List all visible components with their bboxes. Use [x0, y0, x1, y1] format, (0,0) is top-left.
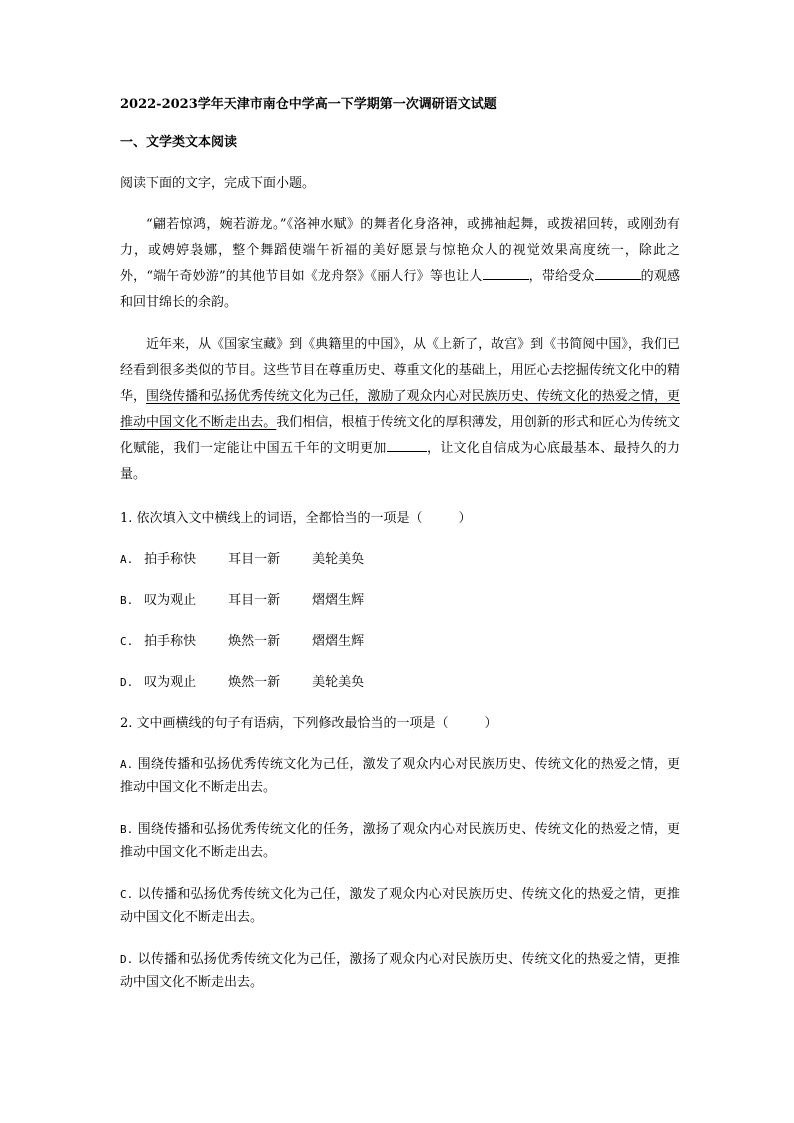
option-letter: B.	[120, 594, 134, 607]
section-heading: 一、文学类文本阅读	[120, 135, 238, 150]
option-letter: D.	[120, 953, 134, 966]
passage-text: 我们相信，根植于传统文化的厚积薄发，用创新的形式和匠心为传统文化赋能，我们一定能让中国五千年的文明更加	[120, 415, 680, 456]
option-word: 熠熠生辉	[312, 593, 365, 608]
question-1-option-c[interactable]	[120, 632, 680, 652]
exam-page	[120, 95, 680, 994]
reading-instruction: 阅读下面的文字，完成下面小题。	[120, 176, 316, 191]
question-1-option-a[interactable]	[120, 550, 680, 570]
option-word: 耳目一新	[228, 552, 281, 567]
passage-text: 的观感和回甘绵长的余韵。	[120, 269, 680, 310]
option-word: 叹为观止	[144, 593, 197, 608]
passage-text: ，带给受众	[528, 269, 595, 284]
question-2-option-d[interactable]	[120, 948, 680, 994]
option-word: 美轮美奂	[312, 552, 365, 567]
option-word: 美轮美奂	[312, 675, 365, 690]
option-text: 以传播和弘扬优秀传统文化为己任，激扬了观众内心对民族历史、传统文化的热爱之情，更推动中国文化不断走出去。	[120, 952, 680, 990]
option-letter: C.	[120, 888, 134, 901]
passage-text: 近年来，从《国家宝藏》到《典籍里的中国》，从《上新了，故宫》到《书简阅中国》，我们已经看到很多类似的节目。这些节目在尊重历史、尊重文化的基础上，用匠心去挖掘传统文化中的精华，	[120, 337, 680, 404]
option-letter: C.	[120, 635, 134, 648]
option-letter: B.	[120, 823, 134, 836]
underlined-sentence: 围绕传播和弘扬优秀传统文化为己任，激励了观众内心对民族历史、传统文化的热爱之情，更推动中国文化不断走出去。	[120, 389, 680, 430]
question-2-option-c[interactable]	[120, 883, 680, 929]
option-letter: D.	[120, 676, 134, 689]
passage-paragraph-1	[120, 212, 680, 316]
passage-paragraph-2	[120, 332, 680, 488]
option-word: 焕然一新	[228, 634, 281, 649]
option-word: 叹为观止	[144, 675, 197, 690]
fill-blank-2	[595, 265, 641, 280]
question-1-option-b[interactable]	[120, 591, 680, 611]
fill-blank-1	[483, 265, 529, 280]
option-text: 围绕传播和弘扬优秀传统文化的任务，激扬了观众内心对民族历史、传统文化的热爱之情，更推动中国文化不断走出去。	[120, 822, 680, 860]
option-word: 拍手称快	[144, 634, 197, 649]
option-text: 以传播和弘扬优秀传统文化为己任，激发了观众内心对民族历史、传统文化的热爱之情，更推动中国文化不断走出去。	[120, 887, 680, 925]
option-word: 熠熠生辉	[312, 634, 365, 649]
page-title: 2022-2023学年天津市南仓中学高一下学期第一次调研语文试题	[120, 97, 497, 112]
question-1-option-d[interactable]	[120, 673, 680, 693]
question-2-option-b[interactable]	[120, 818, 680, 864]
question-1-stem: 1. 依次填入文中横线上的词语，全都恰当的一项是（ ）	[120, 511, 472, 526]
passage-text: “翩若惊鸿，婉若游龙。”《洛神水赋》的舞者化身洛神，或拂袖起舞，或拨裙回转，或刚劲有力，或娉婷袅娜，整个舞蹈使端午祈福的美好愿景与惊艳众人的视觉效果高度统一，除此之外，“端午奇妙游”的其他节目如《龙舟祭》《丽人行》等也让人	[120, 217, 680, 284]
passage-text: ，让文化自信成为心底最基本、最持久的力量。	[120, 441, 680, 482]
question-2-option-a[interactable]	[120, 753, 680, 799]
fill-blank-3	[387, 437, 427, 452]
option-letter: A.	[120, 758, 134, 771]
option-text: 围绕传播和弘扬优秀传统文化为己任，激发了观众内心对民族历史、传统文化的热爱之情，更推动中国文化不断走出去。	[120, 757, 680, 795]
option-word: 焕然一新	[228, 675, 281, 690]
question-2-stem: 2. 文中画横线的句子有语病，下列修改最恰当的一项是（ ）	[120, 716, 498, 731]
option-letter: A.	[120, 553, 134, 566]
option-word: 耳目一新	[228, 593, 281, 608]
option-word: 拍手称快	[144, 552, 197, 567]
